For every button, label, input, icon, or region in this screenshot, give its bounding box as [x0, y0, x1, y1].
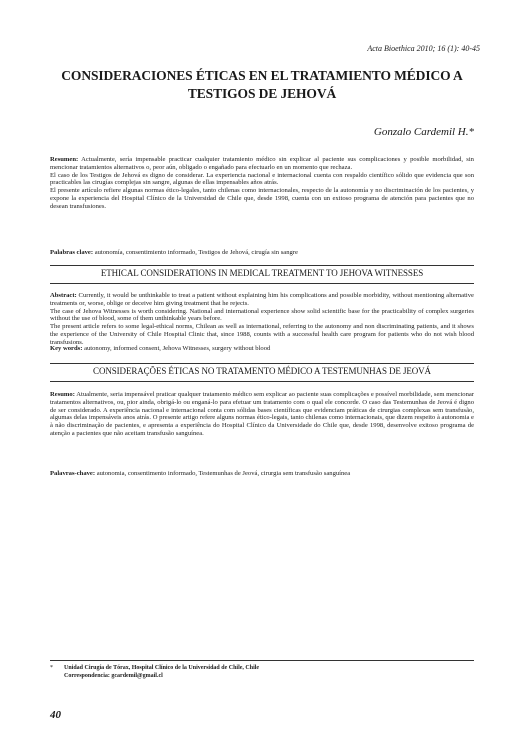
palabras-clave-label: Palabras clave:	[50, 249, 94, 256]
spanish-keywords	[50, 249, 474, 257]
english-abstract-p2: The case of Jehova Witnesses is worth considering. National and international experience show solid scientific base for the practicability of complex surgeries without the use of blood, some of them unthinkable years before.	[50, 307, 474, 323]
spanish-p1-text: Actualmente, sería impensable practicar cualquier tratamiento médico sin explicar al paciente sus complicaciones y posible morbilidad, sin mencionar tratamientos alternativos o, peor aún, obligado o engañado para efectuarlo en un momento que rechaza.	[50, 156, 474, 171]
portuguese-abstract-p1	[50, 391, 474, 438]
portuguese-top-rule	[50, 363, 474, 364]
resumo-label: Resumo:	[50, 391, 75, 398]
abstract-label: Abstract:	[50, 292, 77, 299]
portuguese-bottom-rule	[50, 381, 474, 382]
footnote-mark: *	[50, 665, 53, 671]
english-keywords-text: autonomy, informed consent, Jehova Witnesses, surgery without blood	[84, 345, 271, 352]
author-name: Gonzalo Cardemil H.*	[373, 126, 474, 138]
english-top-rule	[50, 265, 474, 266]
english-abstract-p1	[50, 292, 474, 308]
english-p1-text: Currently, it would be unthinkable to treat a patient without explaining him his complications and possible morbidity, without mentioning alternative treatments or, worse, oblige or deceive him giving treatment that he rejects.	[50, 292, 474, 307]
spanish-abstract	[50, 156, 474, 211]
footnote-rule	[50, 660, 474, 661]
portuguese-keywords-text: autonomia, consentimento informado, Testemunhas de Jeová, cirurgia sem transfusão sanguínea	[96, 470, 351, 477]
page-number: 40	[50, 709, 61, 721]
spanish-keywords-text: autonomía, consentimiento informado, Testigos de Jehová, cirugía sin sangre	[94, 249, 298, 256]
resumen-label: Resumen:	[50, 156, 79, 163]
portuguese-abstract	[50, 391, 474, 438]
english-abstract-p3: The present article refers to some legal-ethical norms, Chilean as well as international, referring to the autonomy and non discriminating patients, and it shows the experience of the University of Chile Hospital Clinic that, since 1988, counts with a successful health care program for patients who do not wish blood transfusions.	[50, 323, 474, 346]
journal-citation: Acta Bioethica 2010; 16 (1): 40-45	[367, 44, 480, 53]
footnote-affiliation	[64, 664, 474, 672]
correspondencia-label: Correspondencia:	[64, 673, 110, 679]
footnote	[50, 664, 474, 680]
affiliation-text: Unidad Cirugía de Tórax, Hospital Clínico de la Universidad de Chile, Chile	[64, 665, 260, 671]
palavras-chave-label: Palavras-chave:	[50, 470, 96, 477]
correspondence-email[interactable]: gcardemil@gmail.cl	[111, 673, 163, 679]
portuguese-heading: CONSIDERAÇÕES ÉTICAS NO TRATAMENTO MÉDICO A TESTEMUNHAS DE JEOVÁ	[93, 366, 431, 376]
key-words-label: Key words:	[50, 345, 83, 352]
english-abstract	[50, 292, 474, 347]
english-heading: ETHICAL CONSIDERATIONS IN MEDICAL TREATMENT TO JEHOVA WITNESSES	[100, 268, 424, 278]
portuguese-p1-text: Atualmente, seria impensável praticar qualquer tratamento médico sem explicar ao paciente suas complicações e possível morbilidade, sem mencionar tratamentos alternativos, ou, pior ainda, obrigá-lo ou enganá-lo para efetuar um tratamento com o qual ele concorde. O caso das Testemunhas de Jeová é digno de ser considerado. A experiência nacional e internacional conta com sólidas bases científicas que evidenciam práticas de cirurgias complexas sem transfusão, algumas delas impensáveis anos atrás. O presente artigo refere alguns normas ético-legais, tanto chilenas como internacionais, que dizem respeito à autonomia e à não discriminação de pacientes, e apresenta a experiência do Hospital Clínico da Universidade do Chile que, desde 1998, desenvolve exitoso programa de atenção a pacientes que não aceitam transfusão sanguínea.	[50, 391, 474, 437]
spanish-abstract-p3: El presente artículo refiere algunas normas ético-legales, tanto chilenas como internacionales, respecto de la autonomía y no discriminación de los pacientes, y expone la experiencia del Hospital Clínico de la Universidad de Chile que, desde 1998, cuenta con un exitoso programa de atención para pacientes que no desean transfusiones.	[50, 187, 474, 210]
footnote-correspondence	[64, 672, 474, 680]
english-bottom-rule	[50, 283, 474, 284]
article-title: CONSIDERACIONES ÉTICAS EN EL TRATAMIENTO MÉDICO A TESTIGOS DE JEHOVÁ	[61, 68, 463, 101]
portuguese-keywords	[50, 470, 474, 478]
english-keywords	[50, 345, 474, 353]
spanish-abstract-p2: El caso de los Testigos de Jehová es digno de considerar. La experiencia nacional e internacional cuenta con respaldo científico sólido que evidencia que son practicables las cirugías complejas sin sangre, algunas de ellas impensables años atrás.	[50, 171, 474, 187]
spanish-abstract-p1	[50, 156, 474, 172]
